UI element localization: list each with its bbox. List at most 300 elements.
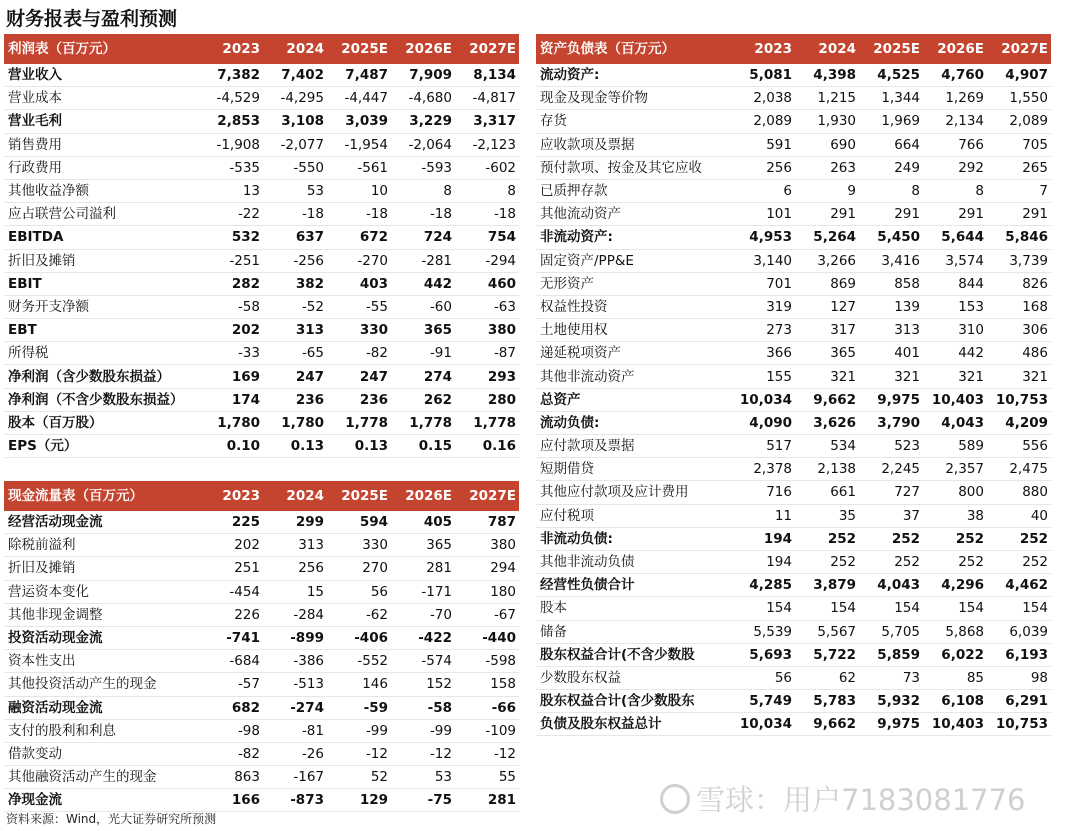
cell-value: 153: [923, 295, 987, 318]
cell-value: 263: [795, 156, 859, 179]
cell-value: 7,909: [391, 64, 455, 87]
cell-value: 5,450: [859, 226, 923, 249]
cell-value: -18: [327, 203, 391, 226]
table-row: [4, 603, 519, 626]
cell-value: 880: [987, 481, 1051, 504]
table-row: [536, 64, 1051, 87]
table-row: [536, 179, 1051, 202]
cell-value: -75: [391, 789, 455, 812]
cell-value: 6,022: [923, 643, 987, 666]
row-label: 非流动负债:: [536, 527, 731, 550]
cell-value: 321: [987, 365, 1051, 388]
cell-value: -2,064: [391, 133, 455, 156]
cell-value: -12: [455, 742, 519, 765]
cell-value: 306: [987, 319, 1051, 342]
cell-value: 247: [327, 365, 391, 388]
cell-value: 8: [455, 179, 519, 202]
table-row: [536, 295, 1051, 318]
cell-value: 225: [199, 511, 263, 534]
cell-value: 9,975: [859, 388, 923, 411]
cell-value: 1,778: [391, 411, 455, 434]
column-header: 2024: [263, 481, 327, 511]
page-title: 财务报表与盈利预测: [6, 8, 178, 30]
cell-value: -513: [263, 673, 327, 696]
row-label: 借款变动: [4, 742, 199, 765]
row-label: 折旧及摊销: [4, 249, 199, 272]
cell-value: 380: [455, 534, 519, 557]
cell-value: 5,693: [731, 643, 795, 666]
cell-value: 0.15: [391, 435, 455, 458]
cell-value: 262: [391, 388, 455, 411]
cell-value: 3,626: [795, 411, 859, 434]
cell-value: 637: [263, 226, 327, 249]
cell-value: 4,462: [987, 574, 1051, 597]
row-label: 其他收益净额: [4, 179, 199, 202]
row-label: 其他流动资产: [536, 203, 731, 226]
cell-value: 252: [923, 550, 987, 573]
cell-value: 53: [391, 766, 455, 789]
table-row: [536, 643, 1051, 666]
row-label: 已质押存款: [536, 179, 731, 202]
cell-value: -294: [455, 249, 519, 272]
cell-value: 236: [263, 388, 327, 411]
cell-value: 0.16: [455, 435, 519, 458]
row-label: 其他非流动负债: [536, 550, 731, 573]
cell-value: 5,567: [795, 620, 859, 643]
cell-value: 158: [455, 673, 519, 696]
cell-value: 10,034: [731, 388, 795, 411]
row-label: 净利润（含少数股东损益）: [4, 365, 199, 388]
table-row: [4, 295, 519, 318]
cell-value: 401: [859, 342, 923, 365]
cell-value: 8: [859, 179, 923, 202]
cell-value: 9,662: [795, 713, 859, 736]
table-row: [536, 388, 1051, 411]
cell-value: -58: [391, 696, 455, 719]
row-label: 其他非现金调整: [4, 603, 199, 626]
cell-value: 4,525: [859, 64, 923, 87]
row-label: 行政费用: [4, 156, 199, 179]
cell-value: -270: [327, 249, 391, 272]
cell-value: 9,975: [859, 713, 923, 736]
cell-value: 2,134: [923, 110, 987, 133]
table-row: [4, 557, 519, 580]
row-label: EBIT: [4, 272, 199, 295]
cell-value: 330: [327, 319, 391, 342]
cell-value: 152: [391, 673, 455, 696]
row-label: 股本（百万股）: [4, 411, 199, 434]
cell-value: 766: [923, 133, 987, 156]
cell-value: 3,790: [859, 411, 923, 434]
cell-value: -386: [263, 650, 327, 673]
cell-value: 800: [923, 481, 987, 504]
cell-value: 252: [795, 550, 859, 573]
cell-value: 1,215: [795, 87, 859, 110]
table-row: [4, 272, 519, 295]
column-header: 2027E: [455, 481, 519, 511]
row-label: 现金及现金等价物: [536, 87, 731, 110]
cell-value: 2,138: [795, 458, 859, 481]
cell-value: 252: [987, 527, 1051, 550]
table-row: [536, 481, 1051, 504]
cell-value: 2,245: [859, 458, 923, 481]
cell-value: -251: [199, 249, 263, 272]
cell-value: 251: [199, 557, 263, 580]
cell-value: 5,783: [795, 690, 859, 713]
cell-value: 194: [731, 527, 795, 550]
cell-value: -58: [199, 295, 263, 318]
cell-value: 754: [455, 226, 519, 249]
cell-value: 3,416: [859, 249, 923, 272]
column-header: 2023: [199, 481, 263, 511]
cell-value: -55: [327, 295, 391, 318]
row-label: 应付款项及票据: [536, 435, 731, 458]
cell-value: 11: [731, 504, 795, 527]
cell-value: 787: [455, 511, 519, 534]
table-row: [536, 203, 1051, 226]
cell-value: -4,529: [199, 87, 263, 110]
table-row: [536, 666, 1051, 689]
row-label: 折旧及摊销: [4, 557, 199, 580]
cell-value: 858: [859, 272, 923, 295]
cell-value: 4,090: [731, 411, 795, 434]
cell-value: 664: [859, 133, 923, 156]
cell-value: 291: [859, 203, 923, 226]
row-label: 其他融资活动产生的现金: [4, 766, 199, 789]
row-label: 股东权益合计(含少数股东: [536, 690, 731, 713]
cell-value: 169: [199, 365, 263, 388]
cell-value: 3,266: [795, 249, 859, 272]
cell-value: 724: [391, 226, 455, 249]
table-row: [536, 597, 1051, 620]
cell-value: -67: [455, 603, 519, 626]
cell-value: 252: [859, 550, 923, 573]
cell-value: 1,780: [263, 411, 327, 434]
cell-value: 319: [731, 295, 795, 318]
cell-value: 5,846: [987, 226, 1051, 249]
table-row: [4, 342, 519, 365]
row-label: EBITDA: [4, 226, 199, 249]
cell-value: 594: [327, 511, 391, 534]
cell-value: -561: [327, 156, 391, 179]
cell-value: 1,778: [327, 411, 391, 434]
cell-value: 7,402: [263, 64, 327, 87]
cell-value: 6: [731, 179, 795, 202]
cell-value: 6,193: [987, 643, 1051, 666]
table-row: [536, 110, 1051, 133]
cell-value: 727: [859, 481, 923, 504]
table-row: [4, 133, 519, 156]
table-row: [536, 527, 1051, 550]
column-header: 2023: [731, 34, 795, 64]
row-label: 营业成本: [4, 87, 199, 110]
table-row: [4, 696, 519, 719]
cell-value: 180: [455, 580, 519, 603]
cell-value: -81: [263, 719, 327, 742]
cell-value: 4,043: [923, 411, 987, 434]
cell-value: 1,550: [987, 87, 1051, 110]
cell-value: 591: [731, 133, 795, 156]
cell-value: 2,357: [923, 458, 987, 481]
table-row: [4, 650, 519, 673]
row-label: EBT: [4, 319, 199, 342]
table-title: 资产负债表（百万元）: [536, 34, 731, 64]
table-title: 现金流量表（百万元）: [4, 481, 199, 511]
cell-value: 40: [987, 504, 1051, 527]
cashflow-statement-table: [4, 481, 519, 812]
row-label: 负债及股东权益总计: [536, 713, 731, 736]
cell-value: -284: [263, 603, 327, 626]
cell-value: -26: [263, 742, 327, 765]
cell-value: 281: [455, 789, 519, 812]
cell-value: 127: [795, 295, 859, 318]
table-row: [4, 411, 519, 434]
cell-value: 101: [731, 203, 795, 226]
table-row: [4, 742, 519, 765]
cell-value: 4,296: [923, 574, 987, 597]
cell-value: -899: [263, 626, 327, 649]
row-label: 财务开支净额: [4, 295, 199, 318]
cell-value: 154: [987, 597, 1051, 620]
cell-value: 313: [859, 319, 923, 342]
table-header-row: [4, 481, 519, 511]
row-label: 固定资产/PP&E: [536, 249, 731, 272]
cell-value: 3,039: [327, 110, 391, 133]
cell-value: 3,574: [923, 249, 987, 272]
column-header: 2026E: [391, 481, 455, 511]
cell-value: 365: [391, 319, 455, 342]
row-label: 预付款项、按金及其它应收: [536, 156, 731, 179]
cell-value: 4,285: [731, 574, 795, 597]
table-row: [4, 110, 519, 133]
row-label: EPS（元）: [4, 435, 199, 458]
cell-value: 252: [795, 527, 859, 550]
cell-value: 826: [987, 272, 1051, 295]
row-label: 权益性投资: [536, 295, 731, 318]
table-row: [536, 342, 1051, 365]
cell-value: 3,739: [987, 249, 1051, 272]
cell-value: 442: [923, 342, 987, 365]
cell-value: 265: [987, 156, 1051, 179]
cell-value: 15: [263, 580, 327, 603]
cell-value: 3,317: [455, 110, 519, 133]
cell-value: 366: [731, 342, 795, 365]
cell-value: 168: [987, 295, 1051, 318]
cell-value: -4,447: [327, 87, 391, 110]
cell-value: 226: [199, 603, 263, 626]
table-row: [4, 319, 519, 342]
table-header-row: [4, 34, 519, 64]
cell-value: -406: [327, 626, 391, 649]
row-label: 土地使用权: [536, 319, 731, 342]
cell-value: 53: [263, 179, 327, 202]
cell-value: 2,089: [731, 110, 795, 133]
cell-value: 321: [923, 365, 987, 388]
cell-value: -82: [327, 342, 391, 365]
cell-value: -2,077: [263, 133, 327, 156]
cell-value: 2,475: [987, 458, 1051, 481]
row-label: 少数股东权益: [536, 666, 731, 689]
cell-value: 174: [199, 388, 263, 411]
table-row: [4, 673, 519, 696]
cell-value: 4,209: [987, 411, 1051, 434]
cell-value: -99: [391, 719, 455, 742]
table-row: [536, 365, 1051, 388]
table-row: [4, 64, 519, 87]
table-row: [536, 249, 1051, 272]
cell-value: 365: [391, 534, 455, 557]
cell-value: 365: [795, 342, 859, 365]
table-row: [4, 789, 519, 812]
cell-value: 10: [327, 179, 391, 202]
table-row: [536, 133, 1051, 156]
cell-value: 2,378: [731, 458, 795, 481]
row-label: 股本: [536, 597, 731, 620]
table-row: [536, 713, 1051, 736]
cell-value: 194: [731, 550, 795, 573]
cell-value: 863: [199, 766, 263, 789]
cell-value: 274: [391, 365, 455, 388]
cell-value: 37: [859, 504, 923, 527]
table-row: [536, 620, 1051, 643]
cell-value: 154: [795, 597, 859, 620]
cell-value: 1,269: [923, 87, 987, 110]
cell-value: 7,382: [199, 64, 263, 87]
cell-value: 3,879: [795, 574, 859, 597]
table-row: [536, 504, 1051, 527]
cell-value: 247: [263, 365, 327, 388]
cell-value: 701: [731, 272, 795, 295]
table-row: [4, 766, 519, 789]
cell-value: 661: [795, 481, 859, 504]
cell-value: 56: [731, 666, 795, 689]
table-row: [4, 203, 519, 226]
cell-value: 252: [859, 527, 923, 550]
cell-value: -535: [199, 156, 263, 179]
cell-value: 35: [795, 504, 859, 527]
row-label: 应占联营公司溢利: [4, 203, 199, 226]
row-label: 除税前溢利: [4, 534, 199, 557]
cell-value: -274: [263, 696, 327, 719]
cell-value: 6,108: [923, 690, 987, 713]
cell-value: 556: [987, 435, 1051, 458]
cell-value: -59: [327, 696, 391, 719]
cell-value: 154: [859, 597, 923, 620]
table-row: [4, 388, 519, 411]
cell-value: 2,089: [987, 110, 1051, 133]
cell-value: 486: [987, 342, 1051, 365]
cell-value: 5,722: [795, 643, 859, 666]
cell-value: 129: [327, 789, 391, 812]
cell-value: 3,229: [391, 110, 455, 133]
cell-value: -87: [455, 342, 519, 365]
cell-value: -18: [391, 203, 455, 226]
cell-value: -82: [199, 742, 263, 765]
table-row: [4, 435, 519, 458]
cell-value: -602: [455, 156, 519, 179]
column-header: 2027E: [987, 34, 1051, 64]
cell-value: -12: [391, 742, 455, 765]
cell-value: 517: [731, 435, 795, 458]
row-label: 营业毛利: [4, 110, 199, 133]
cell-value: 4,953: [731, 226, 795, 249]
cell-value: 55: [455, 766, 519, 789]
cell-value: -1,908: [199, 133, 263, 156]
cell-value: 869: [795, 272, 859, 295]
table-row: [4, 580, 519, 603]
cell-value: 716: [731, 481, 795, 504]
table-row: [536, 87, 1051, 110]
cell-value: 299: [263, 511, 327, 534]
snowball-logo-icon: [660, 784, 690, 814]
cell-value: 690: [795, 133, 859, 156]
row-label: 营业收入: [4, 64, 199, 87]
cell-value: 4,043: [859, 574, 923, 597]
table-row: [536, 156, 1051, 179]
cell-value: 1,969: [859, 110, 923, 133]
cell-value: 682: [199, 696, 263, 719]
cell-value: 273: [731, 319, 795, 342]
cell-value: -256: [263, 249, 327, 272]
balance-sheet-table: [536, 34, 1051, 736]
income-statement-table: [4, 34, 519, 458]
cell-value: 523: [859, 435, 923, 458]
row-label: 应付税项: [536, 504, 731, 527]
cell-value: 0.10: [199, 435, 263, 458]
row-label: 流动负债:: [536, 411, 731, 434]
row-label: 其他应付款项及应计费用: [536, 481, 731, 504]
cell-value: -63: [455, 295, 519, 318]
cell-value: 280: [455, 388, 519, 411]
cell-value: 38: [923, 504, 987, 527]
cell-value: 291: [923, 203, 987, 226]
cell-value: 270: [327, 557, 391, 580]
cell-value: -18: [263, 203, 327, 226]
cell-value: 291: [795, 203, 859, 226]
table-row: [536, 574, 1051, 597]
row-label: 储备: [536, 620, 731, 643]
row-label: 营运资本变化: [4, 580, 199, 603]
table-row: [4, 87, 519, 110]
row-label: 经营活动现金流: [4, 511, 199, 534]
cell-value: -62: [327, 603, 391, 626]
cell-value: 7: [987, 179, 1051, 202]
table-row: [536, 272, 1051, 295]
cell-value: 4,907: [987, 64, 1051, 87]
cell-value: -98: [199, 719, 263, 742]
cell-value: 1,344: [859, 87, 923, 110]
cell-value: 442: [391, 272, 455, 295]
cell-value: 321: [795, 365, 859, 388]
cell-value: 294: [455, 557, 519, 580]
cell-value: 9: [795, 179, 859, 202]
column-header: 2026E: [391, 34, 455, 64]
table-row: [4, 511, 519, 534]
row-label: 短期借贷: [536, 458, 731, 481]
cell-value: -1,954: [327, 133, 391, 156]
cell-value: -52: [263, 295, 327, 318]
row-label: 所得税: [4, 342, 199, 365]
cell-value: 330: [327, 534, 391, 557]
cell-value: 4,760: [923, 64, 987, 87]
cell-value: 281: [391, 557, 455, 580]
cell-value: 405: [391, 511, 455, 534]
column-header: 2023: [199, 34, 263, 64]
cell-value: 382: [263, 272, 327, 295]
cell-value: 310: [923, 319, 987, 342]
cell-value: 10,753: [987, 388, 1051, 411]
cell-value: 0.13: [263, 435, 327, 458]
